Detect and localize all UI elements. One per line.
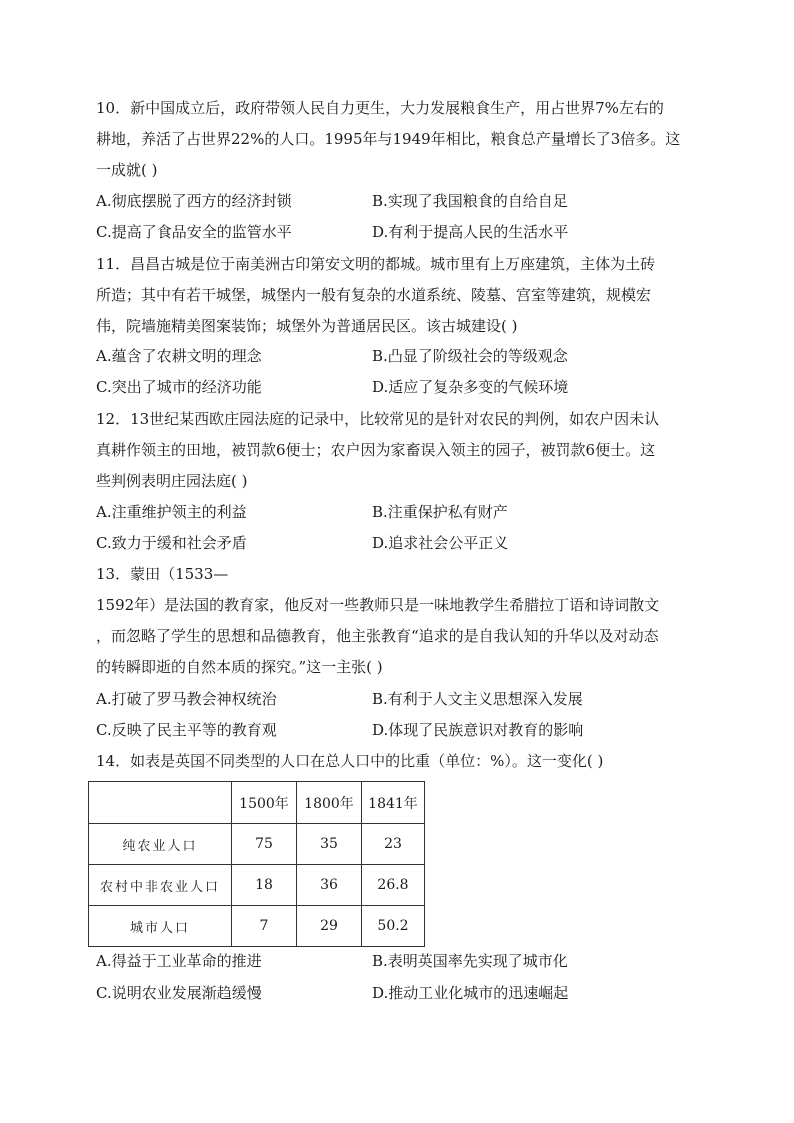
table-cell: 26.8	[362, 865, 425, 906]
q10-option-d[interactable]: D.有利于提高人民的生活水平	[372, 223, 569, 241]
q11-stem-line-2: 所造；其中有若干城堡，城堡内一般有复杂的水道系统、陵墓、宫室等建筑，规模宏	[96, 286, 652, 304]
table-header-row	[89, 782, 425, 824]
q14-option-a[interactable]: A.得益于工业革命的推进	[96, 952, 262, 970]
table-row	[89, 824, 425, 865]
table-header-cell: 1500年	[232, 782, 297, 824]
table-row-label: 纯农业人口	[89, 824, 232, 865]
q13-stem-line-3: ，而忽略了学生的思想和品德教育，他主张教育“追求的是自我认知的升华以及对动态	[96, 627, 659, 645]
q11-stem-line-1: 11．昌昌古城是位于南美洲古印第安文明的都城。城市里有上万座建筑，主体为土砖	[96, 255, 656, 273]
table-header-cell: 1800年	[297, 782, 362, 824]
q12-option-c[interactable]: C.致力于缓和社会矛盾	[96, 534, 247, 552]
q10-stem-line-1: 10．新中国成立后，政府带领人民自力更生，大力发展粮食生产，用占世界7%左右的	[96, 99, 664, 117]
table-header-cell: 1841年	[362, 782, 425, 824]
q10-option-c[interactable]: C.提高了食品安全的监管水平	[96, 223, 292, 241]
q13-stem-line-1: 13．蒙田（1533—	[96, 565, 229, 583]
q12-option-a[interactable]: A.注重维护领主的利益	[96, 503, 247, 521]
q13-stem-line-2: 1592年）是法国的教育家，他反对一些教师只是一味地教学生希腊拉丁语和诗词散文	[96, 596, 660, 614]
table-row-label: 城市人口	[89, 906, 232, 947]
table-cell: 29	[297, 906, 362, 947]
table-header-cell	[89, 782, 232, 824]
q12-stem-line-1: 12．13世纪某西欧庄园法庭的记录中，比较常见的是针对农民的判例，如农户因未认	[96, 410, 660, 428]
table-cell: 36	[297, 865, 362, 906]
q10-stem-line-2: 耕地，养活了占世界22%的人口。1995年与1949年相比，粮食总产量增长了3倍多。这	[96, 130, 681, 148]
table-row	[89, 865, 425, 906]
q10-option-b[interactable]: B.实现了我国粮食的自给自足	[372, 192, 568, 210]
table-cell: 35	[297, 824, 362, 865]
q14-option-d[interactable]: D.推动工业化城市的迅速崛起	[372, 984, 569, 1002]
table-cell: 23	[362, 824, 425, 865]
q12-stem-line-2: 真耕作领主的田地，被罚款6便士；农户因为家畜误入领主的园子，被罚款6便士。这	[96, 441, 656, 459]
q11-option-b[interactable]: B.凸显了阶级社会的等级观念	[372, 347, 568, 365]
q11-option-d[interactable]: D.适应了复杂多变的气候环境	[372, 378, 569, 396]
q11-option-c[interactable]: C.突出了城市的经济功能	[96, 378, 262, 396]
q13-option-c[interactable]: C.反映了民主平等的教育观	[96, 721, 277, 739]
q13-option-d[interactable]: D.体现了民族意识对教育的影响	[372, 721, 584, 739]
table-row	[89, 906, 425, 947]
population-table	[88, 781, 425, 947]
table-cell: 50.2	[362, 906, 425, 947]
q10-stem-line-3: 一成就( )	[96, 161, 158, 179]
q10-option-a[interactable]: A.彻底摆脱了西方的经济封锁	[96, 192, 292, 210]
q14-option-c[interactable]: C.说明农业发展渐趋缓慢	[96, 984, 262, 1002]
q12-stem-line-3: 些判例表明庄园法庭( )	[96, 472, 248, 490]
q12-option-b[interactable]: B.注重保护私有财产	[372, 503, 508, 521]
table-cell: 7	[232, 906, 297, 947]
table-cell: 18	[232, 865, 297, 906]
q13-stem-line-4: 的转瞬即逝的自然本质的探究。”这一主张( )	[96, 658, 383, 676]
q11-stem-line-3: 伟，院墙施精美图案装饰；城堡外为普通居民区。该古城建设( )	[96, 317, 518, 335]
q13-option-a[interactable]: A.打破了罗马教会神权统治	[96, 690, 277, 708]
q14-stem-line-1: 14．如表是英国不同类型的人口在总人口中的比重（单位：%）。这一变化( )	[96, 752, 604, 770]
q11-option-a[interactable]: A.蕴含了农耕文明的理念	[96, 347, 262, 365]
q14-option-b[interactable]: B.表明英国率先实现了城市化	[372, 952, 568, 970]
q12-option-d[interactable]: D.追求社会公平正义	[372, 534, 509, 552]
table-cell: 75	[232, 824, 297, 865]
table-row-label: 农村中非农业人口	[89, 865, 232, 906]
q13-option-b[interactable]: B.有利于人文主义思想深入发展	[372, 690, 583, 708]
